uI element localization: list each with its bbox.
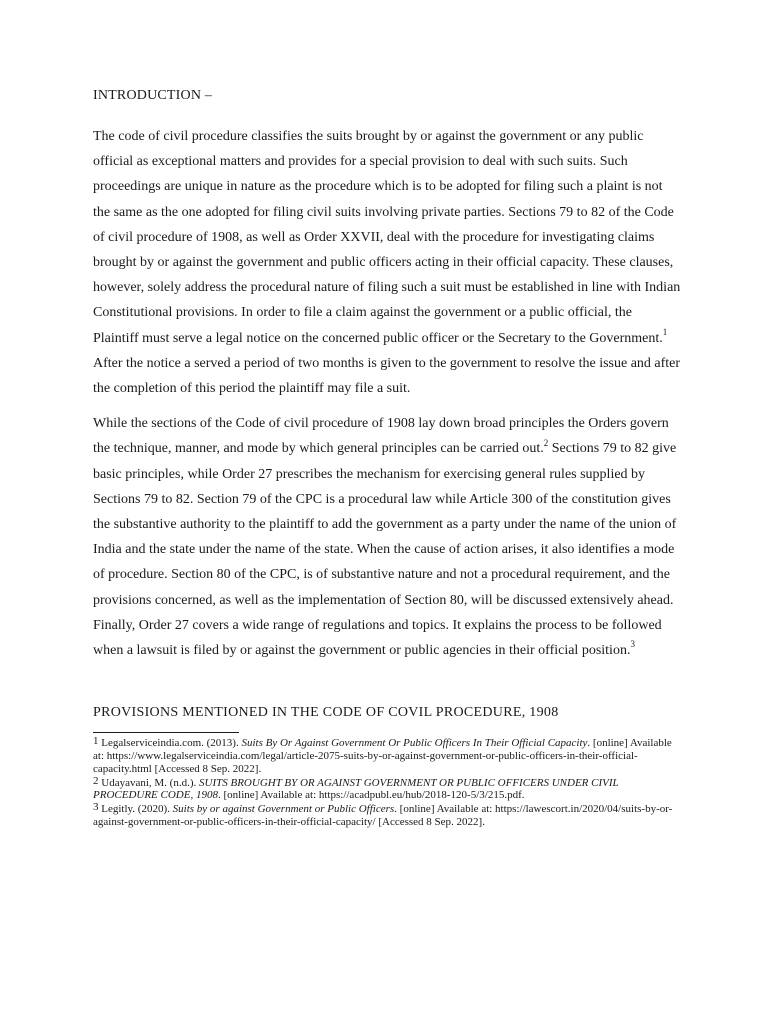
footnote-title: SUITS BROUGHT BY OR AGAINST GOVERNMENT OR PUBLIC OFFICERS UNDER CIVIL PROCEDURE CODE, 1908	[93, 776, 619, 802]
footnote-source: Legalserviceindia.com. (2013).	[98, 737, 242, 750]
paragraph-1	[93, 124, 681, 401]
footnote-title: Suits By Or Against Government Or Public Officers In Their Official Capacity	[241, 737, 588, 750]
introduction-heading: INTRODUCTION –	[93, 88, 213, 103]
footnote-number: 3	[93, 801, 99, 814]
footnote-ref-2[interactable]: 2	[543, 437, 549, 448]
footnote-ref-3[interactable]: 3	[630, 639, 635, 650]
section-heading: PROVISIONS MENTIONED IN THE CODE OF COVIL PROCEDURE, 1908	[93, 705, 559, 721]
footnote-ref-1[interactable]: 1	[662, 326, 668, 337]
paragraph-2-text: While the sections of the Code of civil procedure of 1908 lay down broad principles the Orders govern the technique, manner, and mode by which general principles can be carried out.	[93, 416, 669, 457]
footnote-details: . [online] Available at: https://lawescort.in/2020/04/suits-by-or-against-government-or-public-officers-in-their-official-capacity/ [Accessed 8 Sep. 2022].	[93, 803, 673, 829]
footnote-number: 2	[93, 774, 99, 787]
footnote-2	[93, 774, 681, 803]
footnote-details: . [online] Available at: https://www.legalserviceindia.com/legal/article-2075-suits-by-or-against-government-or-public-officers-in-their-official-capacity.html [Accessed 8 Sep. 2022].	[93, 737, 672, 775]
footnotes	[93, 737, 681, 829]
footnote-source: Legitly. (2020).	[98, 803, 173, 816]
document-page	[93, 86, 681, 830]
footnote-title: Suits by or against Government or Public Officers	[172, 803, 395, 816]
footnote-divider	[93, 732, 239, 733]
footnote-1	[93, 737, 681, 775]
footnote-source: Udayavani, M. (n.d.).	[98, 776, 200, 789]
footnote-number: 1	[93, 735, 99, 748]
footnote-details: . [online] Available at: https://acadpubl.eu/hub/2018-120-5/3/215.pdf.	[217, 789, 525, 802]
footnote-3	[93, 803, 681, 829]
paragraph-1-text: The code of civil procedure classifies the suits brought by or against the government or any public official as exceptional matters and provides for a special provision to deal with such suits. Such proceedings are unique in nature as the procedure which is to be adopted for filing such a plaint is not the same as the one adopted for filing civil suits involving private parties. Sections 79 to 82 of the Code of civil procedure of 1908, as well as Order XXVII, deal with the procedure for investigating claims brought by or against the government and public officers acting in their official capacity. These clauses, however, solely address the procedural nature of filing such a suit must be established in line with Indian Constitutional provisions. In order to file a claim against the government or a public official, the Plaintiff must serve a legal notice on the concerned public officer or the Secretary to the Government.	[93, 129, 681, 346]
paragraph-1-tail: After the notice a served a period of two months is given to the government to resolve the issue and after the completion of this period the plaintiff may file a suit.	[93, 355, 681, 397]
paragraph-2	[93, 411, 681, 663]
paragraph-2-tail: Sections 79 to 82 give basic principles, while Order 27 prescribes the mechanism for exercising general rules supplied by Sections 79 to 82. Section 79 of the CPC is a procedural law while Article 300 of the constitution gives the substantive authority to the plaintiff to add the government as a party under the name of the union of India and the state under the name of the state. When the cause of action arises, it also identifies a mode of procedure. Section 80 of the CPC, is of substantive nature and not a procedural requirement, and the provisions concerned, as well as the implementation of Section 80, will be discussed extensively ahead. Finally, Order 27 covers a wide range of regulations and topics. It explains the process to be followed when a lawsuit is filed by or against the government or public agencies in their official position.	[93, 441, 677, 659]
